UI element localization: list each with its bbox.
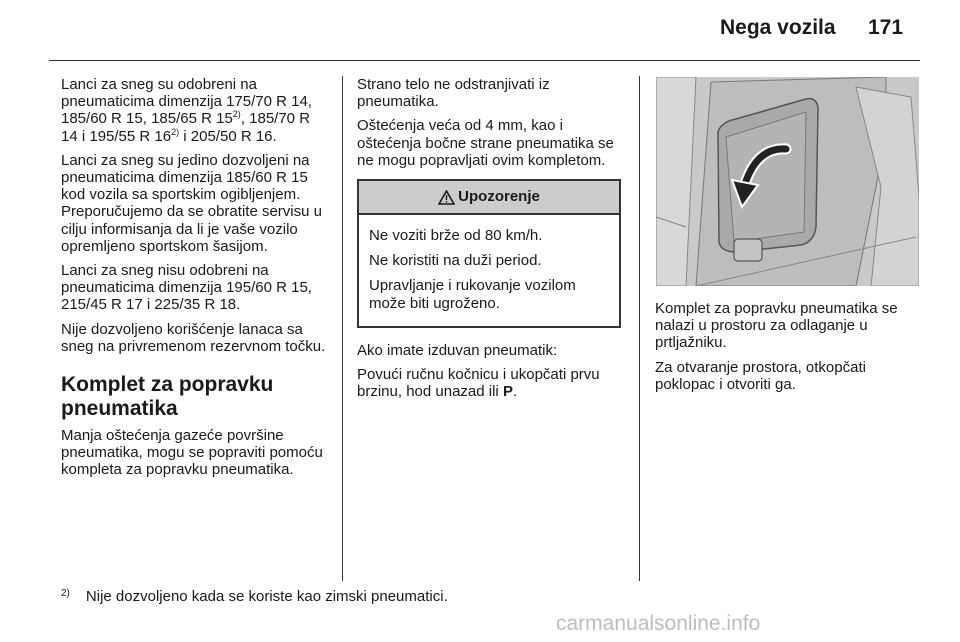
page-number: 171 [868,16,904,39]
warning-title: Upozorenje [458,188,540,206]
footnote-ref: 2) [232,109,241,120]
paragraph-damage-limit: Oštećenja veća od 4 mm, kao i oštećenja bočne strane pneumatika se ne mogu popravljati ovim kompletom. [357,117,614,169]
column-left [61,76,329,486]
warning-item: Ne voziti brže od 80 km/h. [369,227,543,245]
paragraph-sport-suspension: Lanci za sneg su jedino dozvoljeni na pneumaticima dimenzija 185/60 R 15 kod vozila sa sportskim ogibljenjem. Preporučujemo da se obratite servisu u cilju informisanja da li je vaše vozilo opremljeno sportskom šasijom. [61,151,322,255]
gear-position-p: P [502,383,513,401]
paragraph-open-cover: Za otvaranje prostora, otkopčati poklopac i otvoriti ga. [655,358,866,393]
warning-triangle-icon [438,190,455,205]
column-divider [342,76,343,581]
warning-item: Ne koristiti na duži period. [369,252,542,270]
column-middle [357,76,625,407]
header-divider [49,60,920,61]
footnote-mark: 2) [61,588,70,599]
page-header-title: Nega vozila [720,16,836,39]
column-divider [639,76,640,581]
warning-body [359,215,619,326]
paragraph-spare-wheel: Nije dozvoljeno korišćenje lanaca sa sneg na privremenom rezervnom točku. [61,320,326,355]
footnote-text: Nije dozvoljeno kada se koriste kao zimski pneumatici. [85,588,448,605]
paragraph-handbrake: Povući ručnu kočnicu i ukopčati prvu brzinu, hod unazad ili P. [357,366,600,401]
warning-box [357,179,621,328]
paragraph-approved-sizes: Lanci za sneg su odobreni na pneumaticima dimenzija 175/70 R 14, 185/60 R 15, 185/65 R 15$^{2)}$, 185/70 R 14 i 195/55 R 16$^{2)}$ i 205/50 R 16. [61,76,312,145]
footnote [61,588,448,605]
paragraph-flat-tire: Ako imate izduvan pneumatik: [357,341,558,359]
warning-header [359,181,619,215]
paragraph-not-approved: Lanci za sneg nisu odobreni na pneumaticima dimenzija 195/60 R 15, 215/45 R 17 i 225/35 R 18. [61,262,312,314]
paragraph-repair-kit-intro: Manja oštećenja gazeće površine pneumatika, mogu se popraviti pomoću kompleta za popravku pneumatika. [61,427,323,479]
footnote-ref: 2) [171,126,180,137]
paragraph-kit-location: Komplet za popravku pneumatika se nalazi u prostoru za odlaganje u prtljažniku. [655,300,898,352]
paragraph-foreign-object: Strano telo ne odstranjivati iz pneumatika. [357,76,550,111]
warning-item: Upravljanje i rukovanje vozilom može biti ugroženo. [369,277,576,312]
watermark: carmanualsonline.info [556,612,761,635]
trunk-compartment-illustration [656,77,919,286]
column-right [655,300,923,400]
section-heading: Komplet za popravku pneumatika [61,373,274,421]
